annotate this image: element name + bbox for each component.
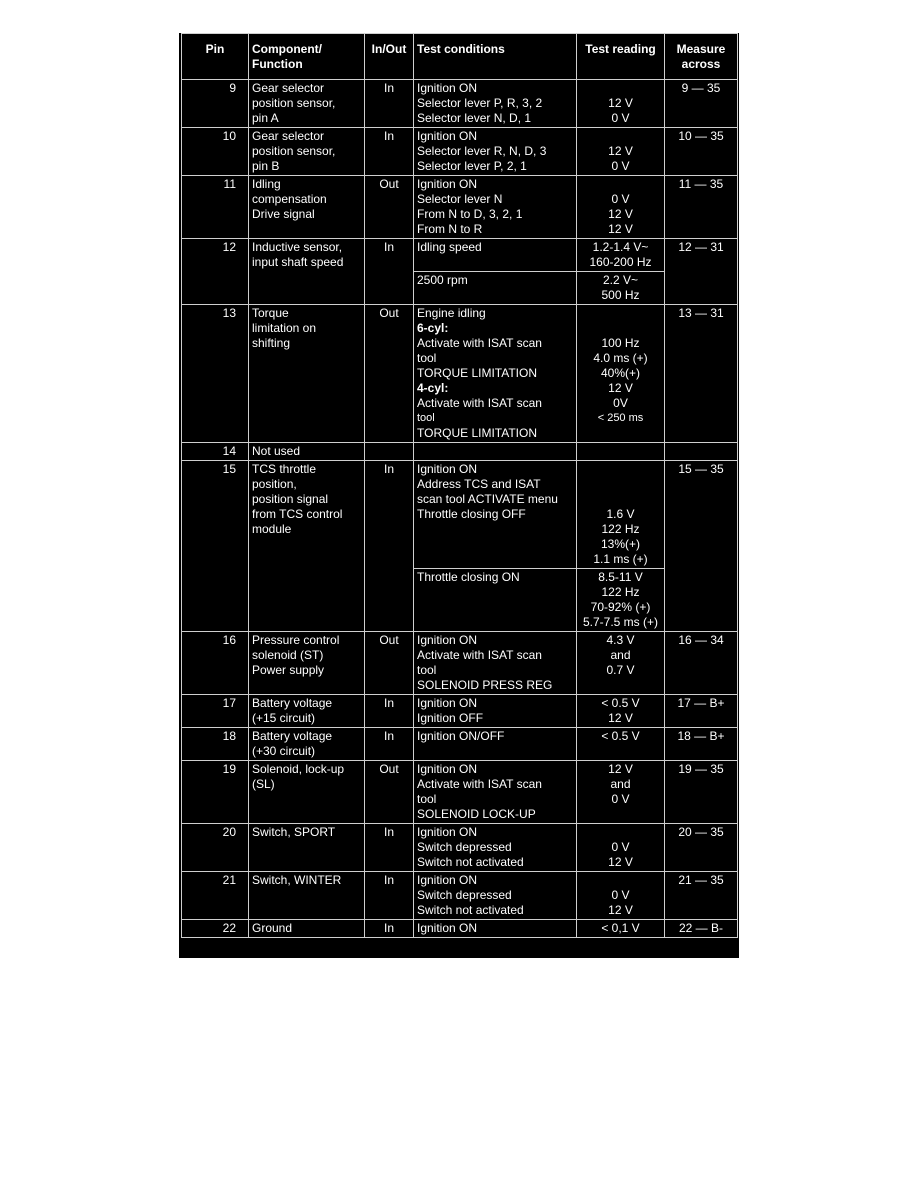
measure-cell: 9 — 35 [665, 80, 738, 128]
inout-cell: In [365, 239, 414, 305]
component-cell: Gear selector position sensor, pin A [249, 80, 365, 128]
reading-cell: 12 V 0 V [577, 128, 665, 176]
component-cell: Idling compensation Drive signal [249, 176, 365, 239]
reading-cell [577, 443, 665, 461]
reading-cell: 4.3 V and 0.7 V [577, 632, 665, 695]
table-row [182, 872, 738, 920]
pin-cell: 22 [182, 920, 249, 938]
table-row [182, 695, 738, 728]
inout-cell: In [365, 695, 414, 728]
reading-cell: 1.2-1.4 V~ 160-200 Hz [577, 239, 665, 272]
component-cell: Ground [249, 920, 365, 938]
reading-cell: 0 V 12 V 12 V [577, 176, 665, 239]
reading-cell: 0 V 12 V [577, 872, 665, 920]
reading-cell: 12 V and 0 V [577, 761, 665, 824]
measure-cell: 22 — B- [665, 920, 738, 938]
inout-cell: In [365, 728, 414, 761]
table-row [182, 443, 738, 461]
conditions-cell: Ignition ON Address TCS and ISAT scan tool ACTIVATE menu Throttle closing OFF [414, 461, 577, 569]
component-cell: Not used [249, 443, 365, 461]
measure-cell [665, 443, 738, 461]
inout-cell: Out [365, 632, 414, 695]
component-cell: TCS throttle position, position signal from TCS control module [249, 461, 365, 632]
inout-cell: In [365, 80, 414, 128]
component-cell: Switch, WINTER [249, 872, 365, 920]
pin-cell: 15 [182, 461, 249, 632]
table-row [182, 80, 738, 128]
pin-cell: 21 [182, 872, 249, 920]
measure-cell: 17 — B+ [665, 695, 738, 728]
conditions-cell: Ignition ON Selector lever P, R, 3, 2 Selector lever N, D, 1 [414, 80, 577, 128]
pin-test-table-scan [179, 33, 739, 958]
inout-cell: In [365, 461, 414, 632]
conditions-cell: Ignition ON Activate with ISAT scan tool SOLENOID PRESS REG [414, 632, 577, 695]
header-component: Component/ Function [249, 34, 365, 80]
conditions-cell: Ignition ON Switch depressed Switch not activated [414, 824, 577, 872]
pin-cell: 20 [182, 824, 249, 872]
conditions-cell [414, 443, 577, 461]
measure-cell: 11 — 35 [665, 176, 738, 239]
inout-cell [365, 443, 414, 461]
inout-cell: In [365, 128, 414, 176]
conditions-cell: Ignition ON Selector lever N From N to D, 3, 2, 1 From N to R [414, 176, 577, 239]
pin-cell: 10 [182, 128, 249, 176]
conditions-cell: Ignition ON Selector lever R, N, D, 3 Selector lever P, 2, 1 [414, 128, 577, 176]
measure-cell: 15 — 35 [665, 461, 738, 632]
header-pin: Pin [182, 34, 249, 80]
inout-cell: Out [365, 761, 414, 824]
pin-cell: 16 [182, 632, 249, 695]
conditions-cell: 2500 rpm [414, 272, 577, 305]
table-row [182, 728, 738, 761]
component-cell: Gear selector position sensor, pin B [249, 128, 365, 176]
reading-cell: 1.6 V 122 Hz 13%(+) 1.1 ms (+) [577, 461, 665, 569]
table-row [182, 239, 738, 272]
conditions-cell: Idling speed [414, 239, 577, 272]
table-row [182, 128, 738, 176]
pin-cell: 13 [182, 305, 249, 443]
conditions-cell: Ignition ON Activate with ISAT scan tool SOLENOID LOCK-UP [414, 761, 577, 824]
table-row [182, 761, 738, 824]
component-cell: Solenoid, lock-up (SL) [249, 761, 365, 824]
reading-cell: < 0.5 V 12 V [577, 695, 665, 728]
inout-cell: Out [365, 176, 414, 239]
header-measure: Measure across [665, 34, 738, 80]
header-conditions: Test conditions [414, 34, 577, 80]
reading-cell: 12 V 0 V [577, 80, 665, 128]
measure-cell: 20 — 35 [665, 824, 738, 872]
inout-cell: In [365, 872, 414, 920]
inout-cell: In [365, 824, 414, 872]
reading-cell: 0 V 12 V [577, 824, 665, 872]
reading-cell: 100 Hz 4.0 ms (+) 40%(+) 12 V 0V < 250 ms [577, 305, 665, 443]
pin-cell: 18 [182, 728, 249, 761]
component-cell: Switch, SPORT [249, 824, 365, 872]
conditions-cell: Throttle closing ON [414, 569, 577, 632]
reading-cell: 2.2 V~ 500 Hz [577, 272, 665, 305]
component-cell: Battery voltage (+30 circuit) [249, 728, 365, 761]
component-cell: Battery voltage (+15 circuit) [249, 695, 365, 728]
component-cell: Pressure control solenoid (ST) Power supply [249, 632, 365, 695]
pin-cell: 12 [182, 239, 249, 305]
pin-cell: 9 [182, 80, 249, 128]
component-cell: Inductive sensor, input shaft speed [249, 239, 365, 305]
measure-cell: 10 — 35 [665, 128, 738, 176]
pin-cell: 11 [182, 176, 249, 239]
measure-cell: 18 — B+ [665, 728, 738, 761]
inout-cell: In [365, 920, 414, 938]
pin-cell: 17 [182, 695, 249, 728]
pin-cell: 19 [182, 761, 249, 824]
table-row [182, 176, 738, 239]
pin-cell: 14 [182, 443, 249, 461]
table-row [182, 920, 738, 938]
reading-cell: 8.5-11 V 122 Hz 70-92% (+) 5.7-7.5 ms (+) [577, 569, 665, 632]
measure-cell: 13 — 31 [665, 305, 738, 443]
table-row [182, 461, 738, 569]
reading-cell: < 0,1 V [577, 920, 665, 938]
measure-cell: 19 — 35 [665, 761, 738, 824]
table-row [182, 632, 738, 695]
header-reading: Test reading [577, 34, 665, 80]
component-cell: Torque limitation on shifting [249, 305, 365, 443]
reading-cell: < 0.5 V [577, 728, 665, 761]
header-inout: In/Out [365, 34, 414, 80]
inout-cell: Out [365, 305, 414, 443]
table-row [182, 824, 738, 872]
measure-cell: 12 — 31 [665, 239, 738, 305]
header-row [182, 34, 738, 80]
conditions-cell: Ignition ON Switch depressed Switch not activated [414, 872, 577, 920]
table-row [182, 305, 738, 443]
conditions-cell: Engine idling 6-cyl: Activate with ISAT scan tool TORQUE LIMITATION 4-cyl: Activate with ISAT scan tool TORQUE LIMITATION [414, 305, 577, 443]
pin-test-table [181, 33, 738, 938]
conditions-cell: Ignition ON/OFF [414, 728, 577, 761]
conditions-cell: Ignition ON Ignition OFF [414, 695, 577, 728]
measure-cell: 21 — 35 [665, 872, 738, 920]
conditions-cell: Ignition ON [414, 920, 577, 938]
measure-cell: 16 — 34 [665, 632, 738, 695]
